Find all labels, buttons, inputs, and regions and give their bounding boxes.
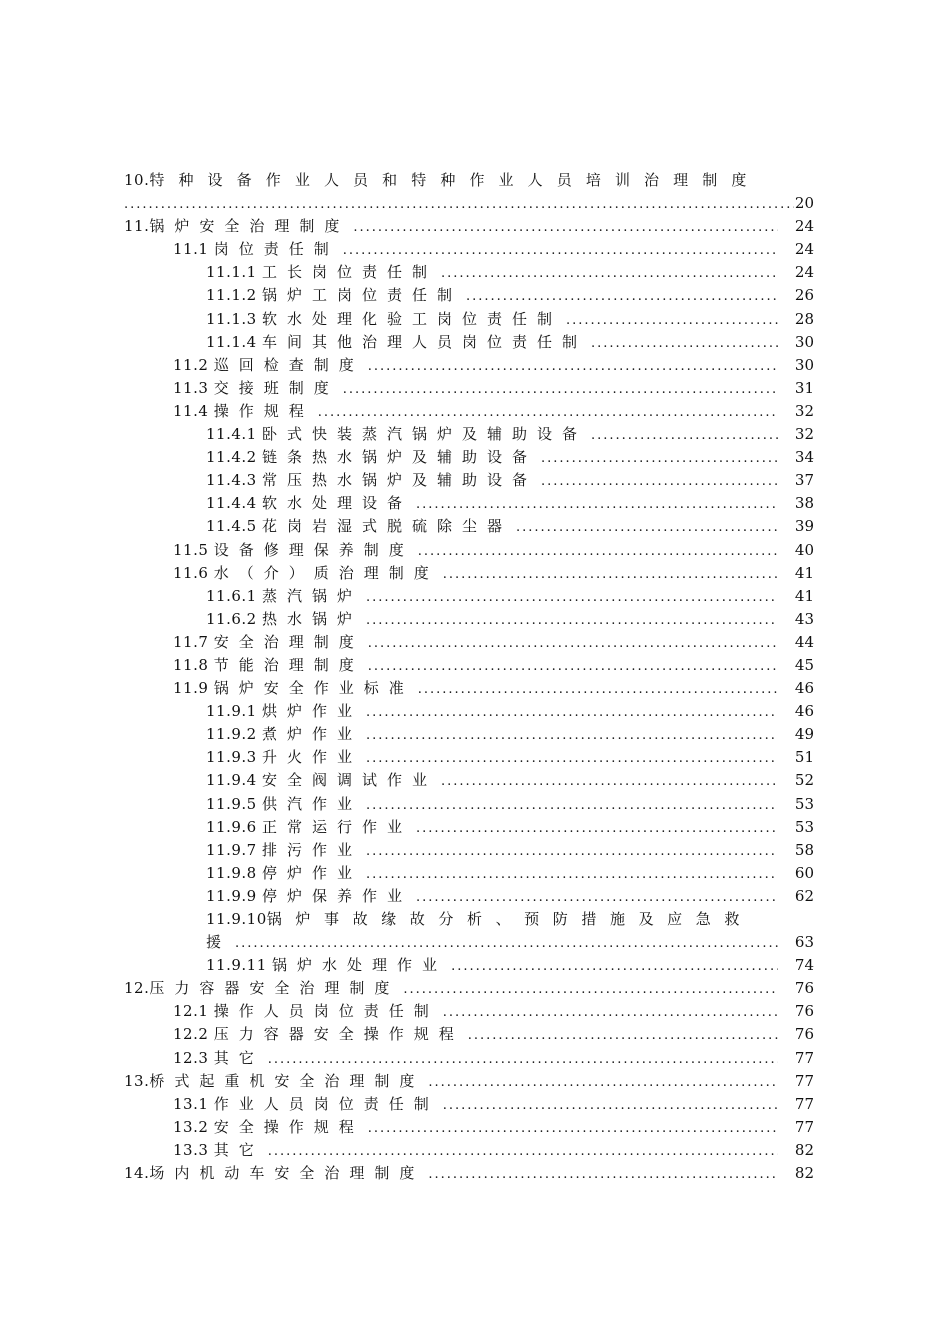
toc-entry-line (124, 354, 814, 377)
toc-entry[interactable] (124, 608, 814, 631)
toc-leader-dots (368, 355, 778, 378)
toc-entry-line (124, 238, 814, 261)
toc-number: 11.9.1 (206, 702, 257, 721)
toc-page-number: 74 (794, 956, 814, 975)
toc-page-number: 40 (794, 540, 814, 559)
toc-title: 场内机动车安全治理制度 (149, 1164, 425, 1183)
toc-leader-dots (366, 724, 778, 747)
toc-leader-dots (516, 516, 778, 539)
toc-entry-11-9-10[interactable] (124, 908, 814, 954)
toc-title: 安全操作规程 (213, 1117, 364, 1136)
toc-entry[interactable] (124, 238, 814, 261)
toc-leader-dots (268, 1140, 778, 1163)
toc-title: 设备修理保养制度 (213, 540, 414, 559)
toc-entry-line (124, 515, 814, 538)
toc-leader-dots (353, 216, 778, 239)
toc-leader-dots (428, 1071, 778, 1094)
toc-title: 车间其他治理人员岗位责任制 (262, 332, 588, 351)
toc-entry-line (124, 677, 814, 700)
toc-entry[interactable] (124, 977, 814, 1000)
toc-entry[interactable] (124, 1139, 814, 1162)
toc-entry-line (124, 839, 814, 862)
toc-page-number: 34 (794, 448, 814, 467)
toc-leader-dots (466, 285, 778, 308)
toc-page-number: 24 (794, 263, 814, 282)
toc-leader-dots (428, 1163, 778, 1186)
toc-number: 11.7 (173, 632, 209, 651)
toc-entry[interactable] (124, 585, 814, 608)
toc-page-number: 38 (794, 494, 814, 513)
toc-leader-dots (124, 193, 794, 216)
toc-number: 11.1.1 (206, 263, 257, 282)
toc-number: 11.9.6 (206, 817, 257, 836)
toc-page-number: 53 (794, 817, 814, 836)
toc-title: 热水锅炉 (262, 609, 363, 628)
toc-entry-line (124, 1139, 814, 1162)
toc-entry-line (124, 977, 814, 1000)
toc-page-number: 63 (794, 933, 814, 952)
toc-page-number: 52 (794, 771, 814, 790)
toc-entry-line (124, 608, 814, 631)
toc-number: 11. (124, 217, 150, 236)
toc-page-number: 77 (794, 1071, 814, 1090)
toc-entry[interactable] (124, 261, 814, 284)
toc-title: 停炉保养作业 (262, 886, 413, 905)
toc-number: 11.2 (173, 355, 209, 374)
toc-number: 12.2 (173, 1025, 209, 1044)
toc-leader-dots (368, 1117, 778, 1140)
toc-title: 节能治理制度 (213, 655, 364, 674)
toc-entry-line (124, 723, 814, 746)
toc-number: 11.6.2 (206, 609, 257, 628)
toc-leader-dots (366, 586, 778, 609)
toc-entry[interactable] (124, 769, 814, 792)
toc-page-number: 51 (794, 748, 814, 767)
toc-page-number: 77 (794, 1094, 814, 1113)
toc-entry-line (124, 1000, 814, 1023)
toc-title: 正常运行作业 (262, 817, 413, 836)
toc-leader-dots (418, 678, 778, 701)
toc-title: 停炉作业 (262, 863, 363, 882)
toc-title: 工长岗位责任制 (262, 263, 438, 282)
toc-number: 11.4 (173, 401, 209, 420)
toc-number: 11.3 (173, 378, 209, 397)
toc-leader-dots (441, 262, 778, 285)
toc-entry[interactable] (124, 1023, 814, 1046)
toc-number: 12.1 (173, 1002, 209, 1021)
toc-entry[interactable] (124, 1070, 814, 1093)
toc-page-number: 20 (794, 194, 814, 213)
toc-entry-line (124, 331, 814, 354)
toc-number: 11.9.2 (206, 725, 257, 744)
toc-leader-dots (443, 1094, 778, 1117)
toc-page-number: 49 (794, 725, 814, 744)
toc-title: 巡回检查制度 (213, 355, 364, 374)
toc-entry-line (124, 469, 814, 492)
toc-title: 花岗岩湿式脱硫除尘器 (262, 517, 513, 536)
toc-leader-dots (441, 770, 778, 793)
toc-leader-dots (443, 1001, 778, 1024)
toc-number: 11.9.3 (206, 748, 257, 767)
toc-page-number: 32 (794, 401, 814, 420)
toc-page-number: 30 (794, 355, 814, 374)
toc-title: 特种设备作业人员和特种作业人员培训治理制度 (149, 171, 761, 189)
toc-title: 安全治理制度 (213, 632, 364, 651)
toc-title: 锅炉水处理作业 (272, 956, 448, 975)
toc-leader-dots (443, 563, 778, 586)
toc-entry[interactable] (124, 631, 814, 654)
toc-number: 11.1.2 (206, 286, 257, 305)
toc-leader-dots (235, 932, 778, 955)
toc-page-number: 41 (794, 586, 814, 605)
toc-entry[interactable] (124, 677, 814, 700)
toc-entry-line (124, 562, 814, 585)
toc-entry-line (124, 816, 814, 839)
toc-page-number: 24 (794, 240, 814, 259)
toc-title: 压力容器安全操作规程 (213, 1025, 464, 1044)
toc-leader-dots (451, 955, 778, 978)
toc-entry[interactable] (124, 515, 814, 538)
toc-entry-line (124, 862, 814, 885)
toc-title: 操作人员岗位责任制 (213, 1002, 439, 1021)
toc-leader-dots (268, 1048, 778, 1071)
toc-entry-line (124, 885, 814, 908)
toc-page-number: 77 (794, 1048, 814, 1067)
toc-entry-line (124, 308, 814, 331)
toc-entry[interactable] (124, 377, 814, 400)
toc-entry-line (124, 192, 814, 215)
toc-number: 11.1.4 (206, 332, 257, 351)
toc-entry-line (124, 746, 814, 769)
toc-page-number: 46 (794, 679, 814, 698)
toc-number: 11.4.5 (206, 517, 257, 536)
toc-leader-dots (366, 747, 778, 770)
toc-entry-line (124, 631, 814, 654)
toc-title: 安全阀调试作业 (262, 771, 438, 790)
toc-leader-dots (366, 863, 778, 886)
toc-title: 卧式快装蒸汽锅炉及辅助设备 (262, 425, 588, 444)
toc-leader-dots (366, 794, 778, 817)
toc-title: 其它 (213, 1140, 264, 1159)
toc-entry[interactable] (124, 885, 814, 908)
toc-leader-dots (343, 378, 778, 401)
toc-title: 软水处理化验工岗位责任制 (262, 309, 563, 328)
toc-page-number: 41 (794, 563, 814, 582)
toc-page-number: 46 (794, 702, 814, 721)
toc-page-number: 43 (794, 609, 814, 628)
toc-entry-line (124, 1093, 814, 1116)
toc-page-number: 32 (794, 425, 814, 444)
toc-title: 压力容器安全治理制度 (149, 979, 400, 998)
toc-leader-dots (566, 309, 778, 332)
toc-entry-line (124, 931, 814, 954)
toc-entry-line (124, 769, 814, 792)
toc-entry-line (124, 700, 814, 723)
toc-entry-line (124, 492, 814, 515)
toc-entry[interactable] (124, 954, 814, 977)
toc-number: 11.6.1 (206, 586, 257, 605)
toc-number: 11.1.3 (206, 309, 257, 328)
toc-number: 14. (124, 1164, 150, 1183)
toc-number: 13.3 (173, 1140, 209, 1159)
toc-entry[interactable] (124, 1093, 814, 1116)
toc-entry-line (124, 1162, 814, 1185)
toc-number: 11.9.5 (206, 794, 257, 813)
toc-number: 11.4.1 (206, 425, 257, 444)
toc-entry[interactable] (124, 354, 814, 377)
toc-entry[interactable] (124, 816, 814, 839)
toc-entry-line (124, 261, 814, 284)
toc-page-number: 24 (794, 217, 814, 236)
toc-entry[interactable] (124, 446, 814, 469)
toc-leader-dots (318, 401, 778, 424)
toc-entry-line (124, 908, 814, 931)
toc-title: 锅炉安全作业标准 (213, 679, 414, 698)
toc-entry-line (124, 1070, 814, 1093)
toc-entry-line (124, 793, 814, 816)
toc-entry-line (124, 423, 814, 446)
toc-page-number: 26 (794, 286, 814, 305)
toc-leader-dots (416, 886, 778, 909)
toc-title: 煮炉作业 (262, 725, 363, 744)
toc-number: 11.5 (173, 540, 209, 559)
toc-number: 11.8 (173, 655, 209, 674)
toc-leader-dots (403, 978, 778, 1001)
toc-page-number: 30 (794, 332, 814, 351)
toc-title: 桥式起重机安全治理制度 (149, 1071, 425, 1090)
toc-number: 13.1 (173, 1094, 209, 1113)
toc-entry[interactable] (124, 400, 814, 423)
toc-number: 11.9.11 (206, 956, 267, 975)
toc-title: 锅炉工岗位责任制 (262, 286, 463, 305)
toc-entry-line (124, 284, 814, 307)
toc-entry[interactable] (124, 423, 814, 446)
toc-page-number: 45 (794, 655, 814, 674)
toc-page-number: 39 (794, 517, 814, 536)
toc-number: 12.3 (173, 1048, 209, 1067)
toc-title: 交接班制度 (213, 378, 339, 397)
toc-title: 供汽作业 (262, 794, 363, 813)
toc-entry-line (124, 215, 814, 238)
toc-entry[interactable] (124, 492, 814, 515)
toc-number: 10. (124, 171, 150, 189)
toc-leader-dots (366, 701, 778, 724)
table-of-contents (124, 169, 814, 1185)
toc-entry[interactable] (124, 654, 814, 677)
toc-page-number: 58 (794, 840, 814, 859)
toc-page-number: 60 (794, 863, 814, 882)
toc-entry[interactable] (124, 862, 814, 885)
toc-entry-line (124, 954, 814, 977)
toc-title: 排污作业 (262, 840, 363, 859)
toc-title: 常压热水锅炉及辅助设备 (262, 471, 538, 490)
toc-number: 11.9 (173, 679, 209, 698)
toc-entry-line (124, 654, 814, 677)
toc-entry[interactable] (124, 839, 814, 862)
toc-leader-dots (468, 1024, 778, 1047)
toc-page-number: 77 (794, 1117, 814, 1136)
toc-leader-dots (541, 447, 778, 470)
toc-leader-dots (591, 332, 778, 355)
toc-entry-line (124, 446, 814, 469)
toc-entry[interactable] (124, 331, 814, 354)
toc-title: 锅炉事故缘故分析、预防措施及应急救 (266, 910, 753, 928)
toc-number: 13.2 (173, 1117, 209, 1136)
toc-entry-line (124, 1023, 814, 1046)
toc-entry[interactable] (124, 1000, 814, 1023)
toc-entry-10[interactable] (124, 169, 814, 215)
toc-entry-line (124, 1116, 814, 1139)
toc-leader-dots (591, 424, 778, 447)
toc-page-number: 31 (794, 378, 814, 397)
toc-number: 11.9.8 (206, 863, 257, 882)
toc-number: 11.6 (173, 563, 209, 582)
toc-number: 12. (124, 979, 150, 998)
toc-entry[interactable] (124, 746, 814, 769)
toc-number: 11.9.9 (206, 886, 257, 905)
toc-page-number: 37 (794, 471, 814, 490)
toc-number: 13. (124, 1071, 150, 1090)
toc-number: 11.4.2 (206, 448, 257, 467)
toc-title: 烘炉作业 (262, 702, 363, 721)
toc-number: 11.1 (173, 240, 209, 259)
toc-entry[interactable] (124, 469, 814, 492)
toc-title: 锅炉安全治理制度 (149, 217, 350, 236)
toc-title: 其它 (213, 1048, 264, 1067)
toc-number: 11.4.4 (206, 494, 257, 513)
toc-entry-line (124, 585, 814, 608)
toc-entry[interactable] (124, 215, 814, 238)
toc-page-number: 76 (794, 1002, 814, 1021)
toc-entry[interactable] (124, 723, 814, 746)
toc-entry[interactable] (124, 1047, 814, 1070)
toc-number: 11.9.7 (206, 840, 257, 859)
toc-entry[interactable] (124, 284, 814, 307)
toc-entry[interactable] (124, 700, 814, 723)
toc-entry[interactable] (124, 1116, 814, 1139)
toc-page-number: 44 (794, 632, 814, 651)
toc-page-number: 76 (794, 979, 814, 998)
toc-entry[interactable] (124, 308, 814, 331)
toc-leader-dots (416, 817, 778, 840)
toc-title: 蒸汽锅炉 (262, 586, 363, 605)
toc-leader-dots (368, 655, 778, 678)
toc-title: 水（介）质治理制度 (213, 563, 439, 582)
toc-title: 链条热水锅炉及辅助设备 (262, 448, 538, 467)
toc-title: 作业人员岗位责任制 (213, 1094, 439, 1113)
toc-number: 11.9.4 (206, 771, 257, 790)
toc-entry-line (124, 1047, 814, 1070)
toc-leader-dots (416, 493, 778, 516)
toc-leader-dots (366, 609, 778, 632)
toc-entry-line (124, 169, 814, 192)
toc-entry[interactable] (124, 793, 814, 816)
toc-leader-dots (366, 840, 778, 863)
toc-leader-dots (343, 239, 778, 262)
toc-entry-line (124, 539, 814, 562)
toc-entry[interactable] (124, 562, 814, 585)
toc-leader-dots (418, 540, 778, 563)
toc-title: 软水处理设备 (262, 494, 413, 513)
toc-entry-line (124, 377, 814, 400)
toc-entry[interactable] (124, 539, 814, 562)
toc-page-number: 82 (794, 1164, 814, 1183)
toc-page-number: 28 (794, 309, 814, 328)
toc-entry[interactable] (124, 1162, 814, 1185)
toc-title: 操作规程 (213, 401, 314, 420)
toc-page-number: 53 (794, 794, 814, 813)
toc-leader-dots (541, 470, 778, 493)
toc-entry-line (124, 400, 814, 423)
toc-title-continued: 援 (206, 933, 232, 952)
toc-title: 升火作业 (262, 748, 363, 767)
toc-title: 岗位责任制 (213, 240, 339, 259)
toc-page-number: 76 (794, 1025, 814, 1044)
toc-number: 11.9.10 (206, 910, 267, 928)
toc-page-number: 82 (794, 1140, 814, 1159)
toc-number: 11.4.3 (206, 471, 257, 490)
toc-page-number: 62 (794, 886, 814, 905)
toc-leader-dots (368, 632, 778, 655)
